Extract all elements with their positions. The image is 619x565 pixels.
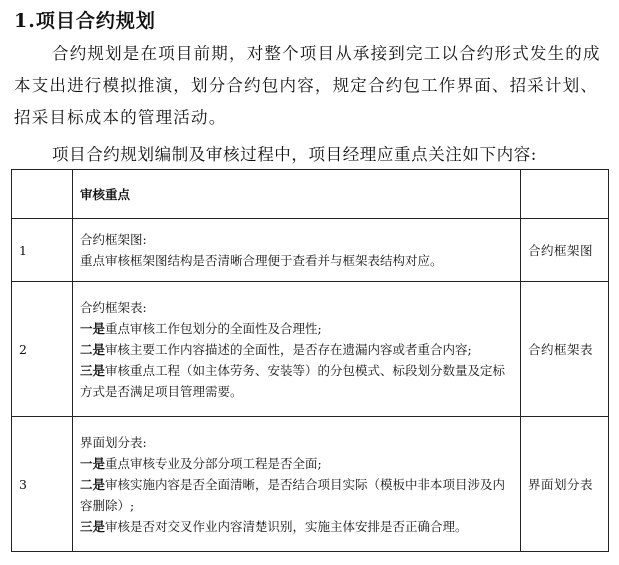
header-cell-review-focus: 审核重点 (73, 170, 521, 219)
row-number: 2 (12, 282, 73, 417)
row-line-text: 重点审核工作包划分的全面性及合理性; (105, 320, 322, 336)
row-line-text: 审核是否对交叉作业内容清楚识别，实施主体安排是否正确合理。 (105, 518, 468, 534)
row-content (73, 417, 521, 552)
review-table (11, 169, 609, 552)
row-summary: 合约框架图 (521, 219, 609, 282)
row-summary: 界面划分表 (521, 417, 609, 552)
row-category: 合约框架图: (80, 232, 147, 247)
row-summary: 合约框架表 (521, 282, 609, 417)
table-header-row (12, 170, 609, 219)
row-line-label: 二是 (80, 476, 106, 492)
row-line-label: 一是 (80, 320, 106, 336)
row-line (80, 474, 513, 516)
table-row (12, 417, 609, 552)
row-line (80, 250, 513, 271)
section-title: 1.项目合约规划 (14, 10, 156, 32)
row-line-text: 审核实施内容是否全面清晰，是否结合项目实际（模板中非本项目涉及内容删除）; (80, 476, 506, 513)
row-line (80, 318, 513, 339)
intro-paragraph: 合约规划是在项目前期，对整个项目从承接到完工以合约形式发生的成本支出进行模拟推演，划分合约包内容，规定合约包工作界面、招采计划、招采目标成本的管理活动。 (14, 44, 601, 127)
row-category: 合约框架表: (80, 299, 147, 315)
row-number: 1 (12, 219, 73, 282)
row-line-label: 三是 (80, 518, 106, 534)
row-line-text: 审核主要工作内容描述的全面性，是否存在遗漏内容或者重合内容; (105, 341, 472, 357)
row-line (80, 339, 513, 360)
header-cell-number (12, 170, 73, 219)
row-content (73, 282, 521, 417)
row-number: 3 (12, 417, 73, 552)
row-line-text: 重点审核框架图结构是否清晰合理便于查看并与框架表结构对应。 (80, 253, 443, 268)
row-line (80, 453, 513, 474)
row-content (73, 219, 521, 282)
row-line-label: 一是 (80, 455, 106, 471)
table-row (12, 219, 609, 282)
row-category: 界面划分表: (80, 434, 147, 450)
lead-paragraph: 项目合约规划编制及审核过程中，项目经理应重点关注如下内容: (52, 145, 537, 164)
table-row (12, 282, 609, 417)
row-line (80, 360, 513, 402)
header-cell-summary (521, 170, 609, 219)
row-line-label: 二是 (80, 341, 106, 357)
row-line (80, 516, 513, 537)
row-line-label: 三是 (80, 362, 106, 378)
row-line-text: 重点审核专业及分部分项工程是否全面; (105, 455, 322, 471)
row-line-text: 审核重点工程（如主体劳务、安装等）的分包模式、标段划分数量及定标方式是否满足项目管理需要。 (80, 362, 506, 399)
